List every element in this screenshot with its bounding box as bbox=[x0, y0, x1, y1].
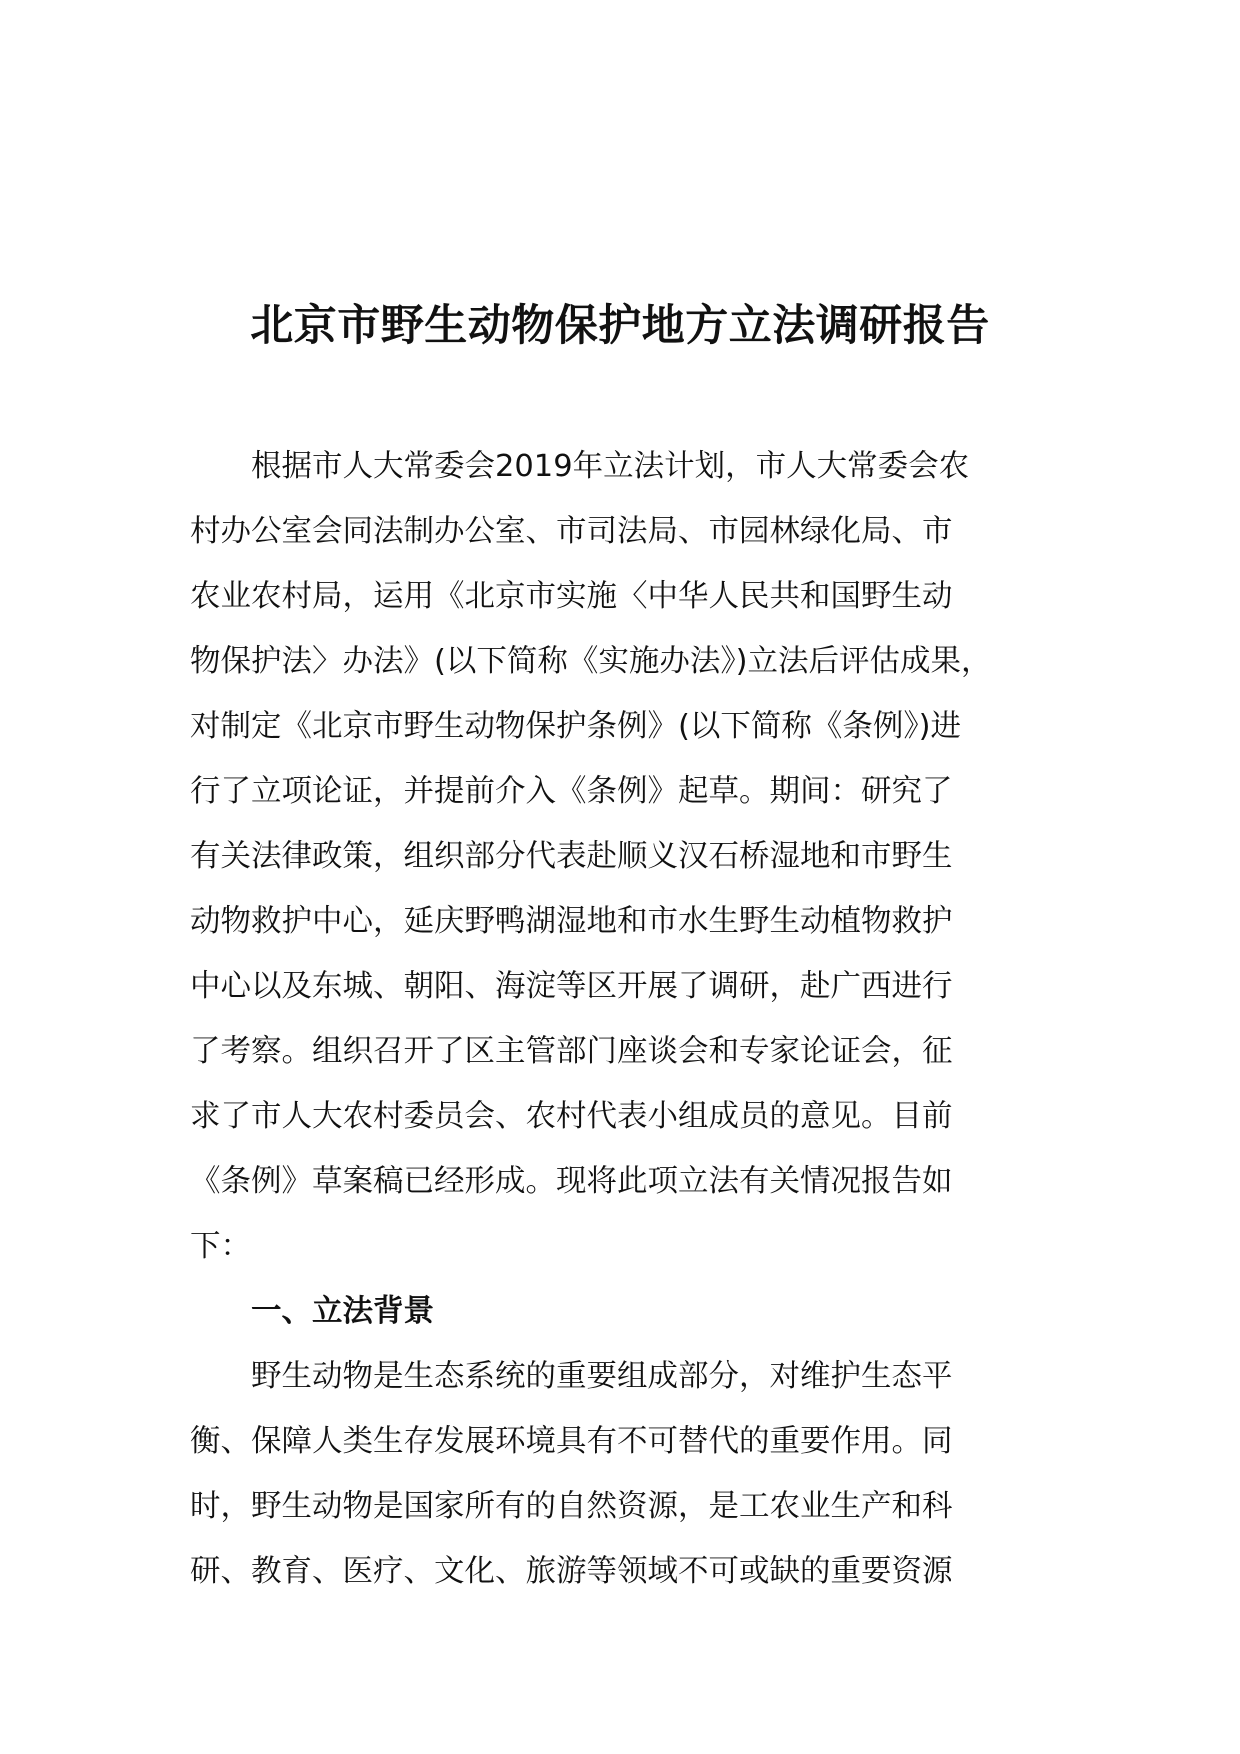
intro-paragraph bbox=[190, 434, 1060, 1279]
text-line: 农业农村局，运用《北京市实施〈中华人民共和国野生动 bbox=[190, 579, 953, 614]
text-line: 对制定《北京市野生动物保护条例》(以下简称《条例》)进 bbox=[190, 709, 962, 744]
text-line: 了考察。组织召开了区主管部门座谈会和专家论证会，征 bbox=[190, 1034, 953, 1069]
text-line: 《条例》草案稿已经形成。现将此项立法有关情况报告如 bbox=[190, 1164, 953, 1199]
text-line: 行了立项论证，并提前介入《条例》起草。期间：研究了 bbox=[190, 774, 953, 809]
text-line: 下： bbox=[190, 1229, 251, 1264]
text-line: 时，野生动物是国家所有的自然资源，是工农业生产和科 bbox=[190, 1489, 953, 1524]
section-heading: 一、立法背景 bbox=[251, 1294, 434, 1329]
text-line: 有关法律政策，组织部分代表赴顺义汉石桥湿地和市野生 bbox=[190, 839, 953, 874]
text-line: 根据市人大常委会2019年立法计划，市人大常委会农 bbox=[251, 449, 970, 484]
text-line: 求了市人大农村委员会、农村代表小组成员的意见。目前 bbox=[190, 1099, 953, 1134]
text-line: 中心以及东城、朝阳、海淀等区开展了调研，赴广西进行 bbox=[190, 969, 953, 1004]
text-line: 物保护法〉办法》(以下简称《实施办法》)立法后评估成果， bbox=[190, 644, 992, 679]
text-line: 研、教育、医疗、文化、旅游等领域不可或缺的重要资源 bbox=[190, 1554, 953, 1589]
document-body bbox=[190, 434, 1060, 1604]
text-line: 衡、保障人类生存发展环境具有不可替代的重要作用。同 bbox=[190, 1424, 953, 1459]
text-line: 村办公室会同法制办公室、市司法局、市园林绿化局、市 bbox=[190, 514, 953, 549]
page-title: 北京市野生动物保护地方立法调研报告 bbox=[250, 301, 990, 351]
text-line: 野生动物是生态系统的重要组成部分，对维护生态平 bbox=[251, 1359, 953, 1394]
background-paragraph bbox=[190, 1344, 1060, 1604]
text-line: 动物救护中心，延庆野鸭湖湿地和市水生野生动植物救护 bbox=[190, 904, 953, 939]
